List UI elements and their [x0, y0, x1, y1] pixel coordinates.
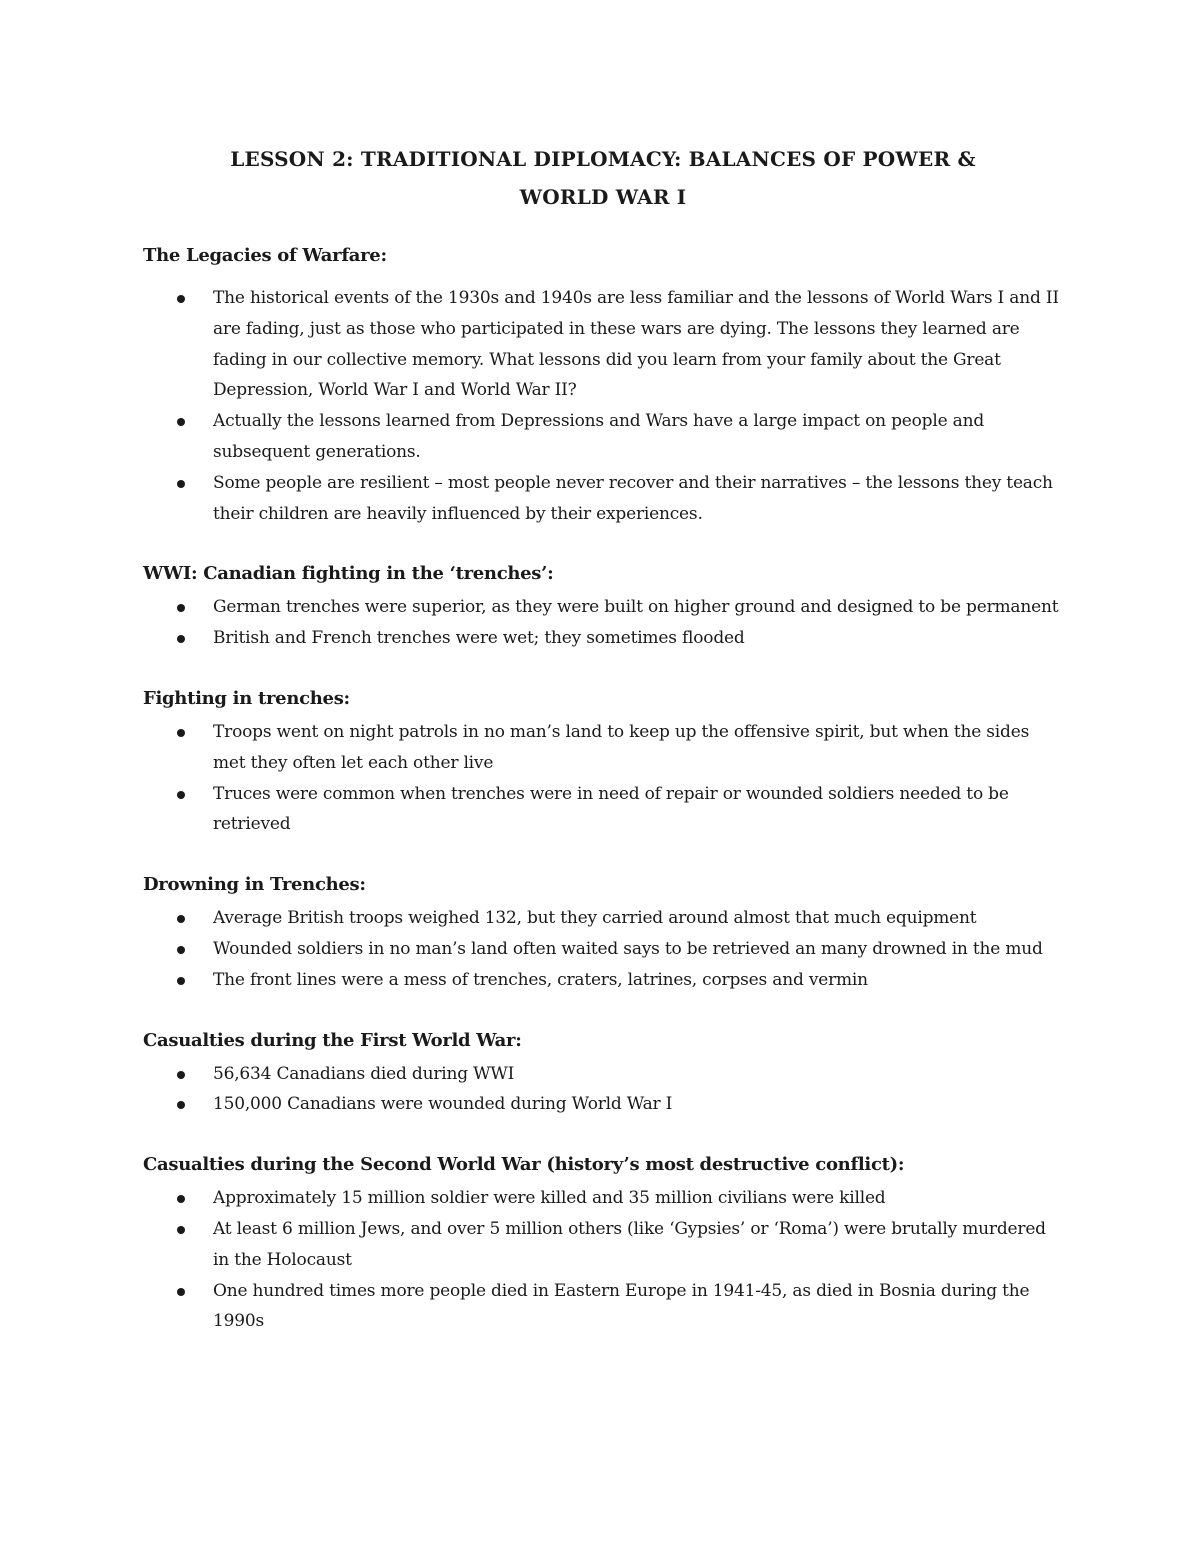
section-heading: Casualties during the Second World War (history’s most destructive conflict):	[143, 1154, 905, 1176]
bullet-icon	[177, 604, 185, 612]
list-item-text: German trenches were superior, as they were built on higher ground and designed to be permanent	[213, 597, 1059, 618]
section-casualties-second-world-war	[143, 1150, 1063, 1337]
list-item-text: The front lines were a mess of trenches, craters, latrines, corpses and vermin	[213, 969, 868, 990]
bullet-icon	[177, 915, 185, 923]
list-item	[143, 468, 1063, 530]
section-heading: The Legacies of Warfare:	[143, 245, 387, 266]
bullet-icon	[177, 729, 185, 737]
section-heading: WWI: Canadian fighting in the ‘trenches’:	[143, 563, 554, 585]
list-item	[143, 283, 1063, 406]
list-item	[143, 717, 1063, 779]
list-item-text: 150,000 Canadians were wounded during World War I	[213, 1094, 673, 1115]
list-item-text: 56,634 Canadians died during WWI	[213, 1063, 515, 1084]
list-item	[143, 934, 1063, 965]
list-item-text: Actually the lessons learned from Depressions and Wars have a large impact on people and subsequent generations.	[213, 411, 985, 462]
list-item	[143, 965, 1063, 996]
document-page	[143, 140, 1063, 1337]
list-item-text: Troops went on night patrols in no man’s land to keep up the offensive spirit, but when the sides met they often let each other live	[213, 721, 1030, 773]
list-item	[143, 406, 1063, 468]
section-heading: Drowning in Trenches:	[143, 874, 366, 896]
bullet-icon	[177, 295, 185, 303]
title-line-2: WORLD WAR I	[519, 185, 687, 209]
bullet-icon	[177, 480, 185, 488]
section-heading: Fighting in trenches:	[143, 687, 350, 709]
list-item	[143, 1214, 1063, 1276]
bullet-list	[143, 1183, 1063, 1337]
list-item	[143, 623, 1063, 654]
section-drowning-in-trenches	[143, 870, 1063, 995]
bullet-icon	[177, 946, 185, 954]
section-casualties-first-world-war	[143, 1026, 1063, 1121]
bullet-list	[143, 717, 1063, 840]
section-legacies-of-warfare	[143, 241, 1063, 529]
bullet-icon	[177, 1288, 185, 1296]
list-item	[143, 1059, 1063, 1090]
list-item	[143, 1276, 1063, 1338]
list-item	[143, 779, 1063, 841]
bullet-list	[143, 592, 1063, 654]
list-item-text: Approximately 15 million soldier were killed and 35 million civilians were killed	[213, 1188, 886, 1209]
title-line-1: LESSON 2: TRADITIONAL DIPLOMACY: BALANCES OF POWER &	[230, 147, 976, 171]
bullet-icon	[177, 418, 185, 426]
section-heading: Casualties during the First World War:	[143, 1029, 522, 1051]
list-item-text: Average British troops weighed 132, but they carried around almost that much equipment	[213, 908, 977, 929]
list-item-text: At least 6 million Jews, and over 5 million others (like ‘Gypsies’ or ‘Roma’) were brutally murdered in the Holocaust	[213, 1218, 1046, 1270]
list-item-text: The historical events of the 1930s and 1940s are less familiar and the lessons of World Wars I and II are fading, just as those who participated in these wars are dying. The lessons they learned are fading in our collective memory. What lessons did you learn from your family about the Great Depression, World War I and World War II?	[213, 288, 1059, 401]
bullet-icon	[177, 1195, 185, 1203]
list-item-text: One hundred times more people died in Eastern Europe in 1941-45, as died in Bosnia during the 1990s	[213, 1280, 1030, 1332]
list-item-text: Some people are resilient – most people never recover and their narratives – the lessons they teach their children are heavily influenced by their experiences.	[213, 472, 1053, 524]
bullet-icon	[177, 1071, 185, 1079]
list-item	[143, 1089, 1063, 1120]
bullet-list	[143, 1059, 1063, 1121]
bullet-list	[143, 283, 1063, 529]
section-fighting-in-trenches	[143, 684, 1063, 840]
list-item-text: Wounded soldiers in no man’s land often waited says to be retrieved an many drowned in the mud	[213, 938, 1043, 959]
bullet-icon	[177, 977, 185, 985]
document-title	[143, 140, 1063, 216]
bullet-icon	[177, 1226, 185, 1234]
section-canadian-fighting-trenches	[143, 559, 1063, 654]
bullet-icon	[177, 791, 185, 799]
list-item	[143, 1183, 1063, 1214]
list-item-text: British and French trenches were wet; they sometimes flooded	[213, 628, 745, 649]
list-item	[143, 903, 1063, 934]
bullet-icon	[177, 635, 185, 643]
list-item	[143, 592, 1063, 623]
bullet-list	[143, 903, 1063, 995]
list-item-text: Truces were common when trenches were in need of repair or wounded soldiers needed to be retrieved	[213, 783, 1009, 835]
bullet-icon	[177, 1101, 185, 1109]
